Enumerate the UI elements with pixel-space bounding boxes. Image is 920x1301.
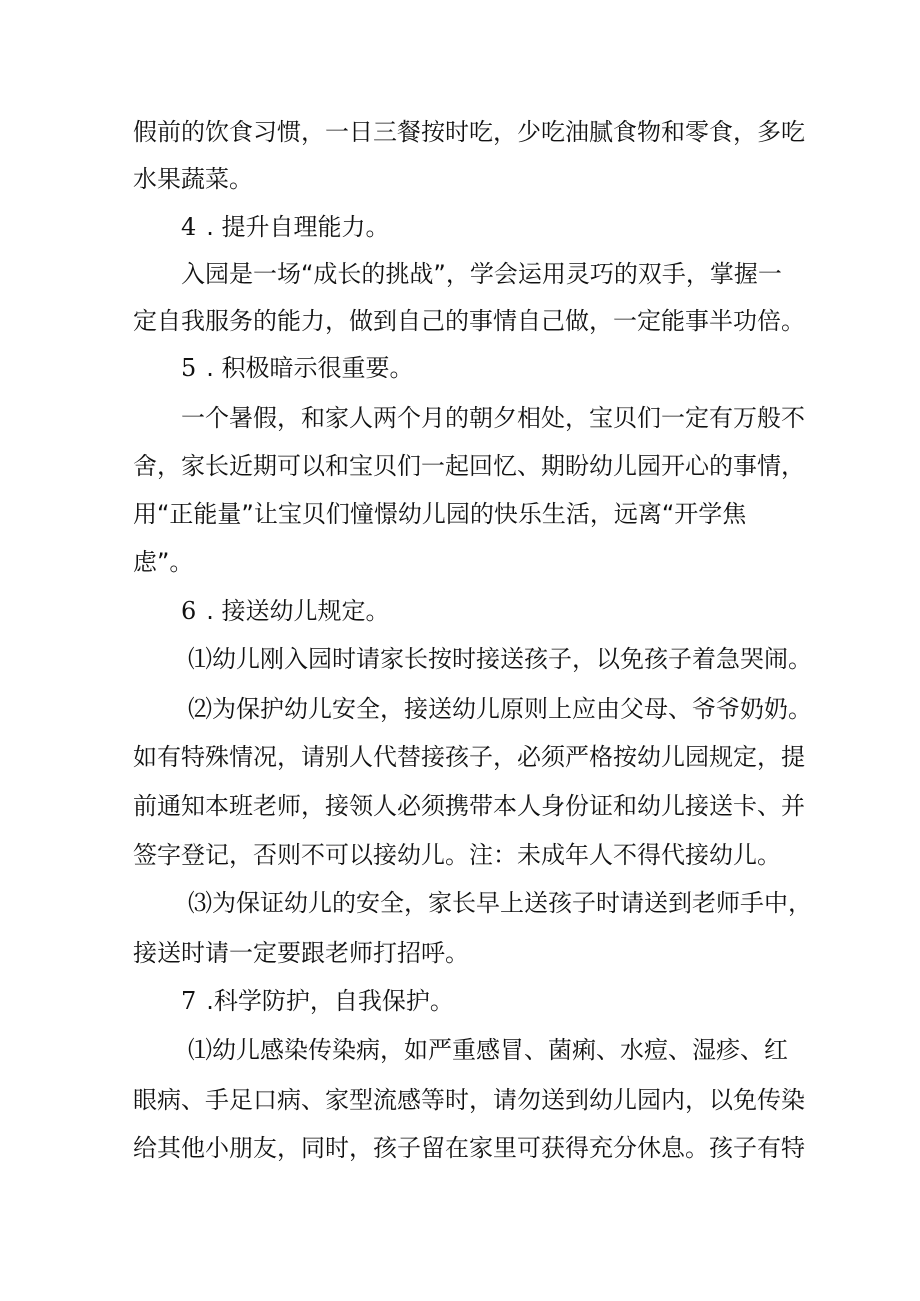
paragraph-line: 虑”。 bbox=[133, 548, 194, 576]
paragraph-line: 假前的饮食习惯，一日三餐按时吃，少吃油腻食物和零食，多吃 bbox=[133, 118, 805, 146]
section-title: .科学防护，自我保护。 bbox=[206, 987, 454, 1015]
paragraph-line: 一个暑假，和家人两个月的朝夕相处，宝贝们一定有万般不 bbox=[181, 404, 805, 432]
list-item-line: ⑴幼儿感染传染病，如严重感冒、菌痢、水痘、湿疹、红 bbox=[188, 1036, 788, 1064]
section-number: 7 bbox=[181, 987, 197, 1015]
section-heading bbox=[181, 211, 390, 243]
list-item-line: ⑴幼儿刚入园时请家长按时接送孩子，以免孩子着急哭闹。 bbox=[188, 645, 812, 673]
paragraph-line: 眼病、手足口病、家型流感等时，请勿送到幼儿园内，以免传染 bbox=[133, 1086, 805, 1114]
section-heading bbox=[181, 352, 414, 384]
paragraph-line: 舍，家长近期可以和宝贝们一起回忆、期盼幼儿园开心的事情， bbox=[133, 452, 805, 480]
paragraph-line: 前通知本班老师，接领人必须携带本人身份证和幼儿接送卡、并 bbox=[133, 792, 805, 820]
section-number: 5 bbox=[181, 354, 197, 382]
paragraph-line: 如有特殊情况，请别人代替接孩子，必须严格按幼儿园规定，提 bbox=[133, 743, 805, 771]
section-title: . 接送幼儿规定。 bbox=[206, 597, 390, 625]
section-number: 6 bbox=[181, 597, 197, 625]
paragraph-line: 用“正能量”让宝贝们憧憬幼儿园的快乐生活，远离“开学焦 bbox=[133, 500, 747, 528]
paragraph-line: 给其他小朋友，同时，孩子留在家里可获得充分休息。孩子有特 bbox=[133, 1134, 805, 1162]
section-number: 4 bbox=[181, 213, 197, 241]
paragraph-line: 定自我服务的能力，做到自己的事情自己做，一定能事半功倍。 bbox=[133, 307, 805, 335]
list-item-line: ⑵为保护幼儿安全，接送幼儿原则上应由父母、爷爷奶奶。 bbox=[188, 695, 812, 723]
paragraph-line: 接送时请一定要跟老师打招呼。 bbox=[133, 939, 469, 967]
paragraph-line: 入园是一场“成长的挑战”，学会运用灵巧的双手，掌握一 bbox=[181, 260, 782, 288]
section-heading bbox=[181, 595, 390, 627]
section-title: . 积极暗示很重要。 bbox=[206, 354, 414, 382]
list-item-line: ⑶为保证幼儿的安全，家长早上送孩子时请送到老师手中， bbox=[188, 889, 812, 917]
paragraph-line: 签字登记，否则不可以接幼儿。注：未成年人不得代接幼儿。 bbox=[133, 841, 781, 869]
section-title: . 提升自理能力。 bbox=[206, 213, 390, 241]
section-heading bbox=[181, 985, 454, 1017]
paragraph-line: 水果蔬菜。 bbox=[133, 165, 253, 193]
